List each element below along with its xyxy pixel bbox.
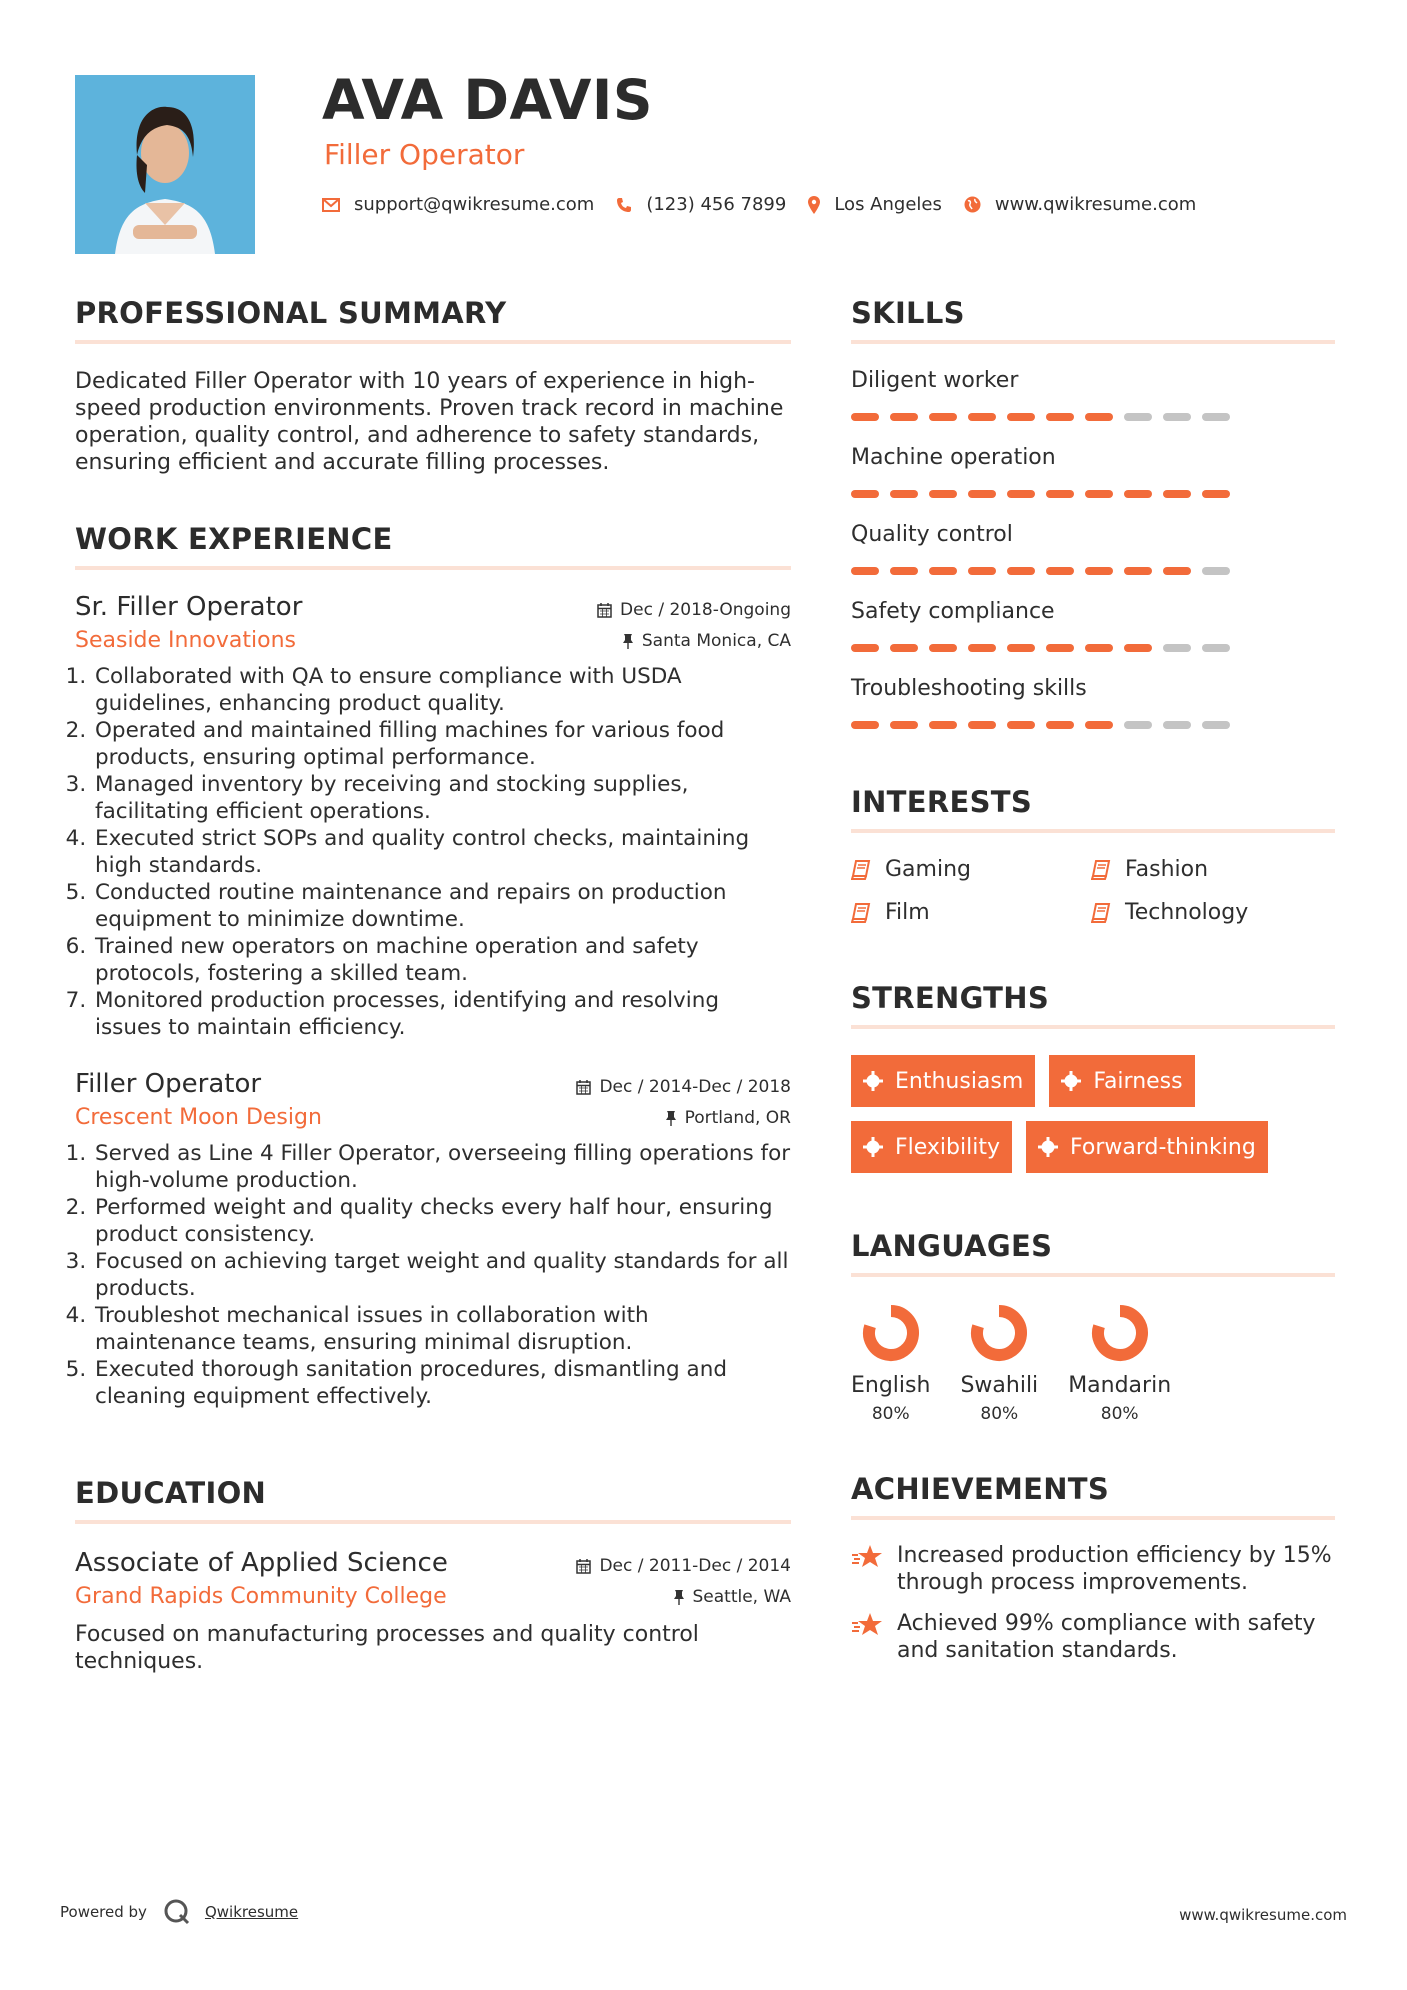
duties-list: [75, 1140, 791, 1410]
list-item: 4. Executed strict SOPs and quality control checks, maintaining high standards.: [93, 825, 791, 879]
experience-heading: WORK EXPERIENCE: [75, 522, 791, 570]
skill-level-segment: [1202, 567, 1230, 575]
skill-level-segment: [1163, 567, 1191, 575]
strength-tag: [851, 1055, 1035, 1107]
list-item: 5. Conducted routine maintenance and repairs on production equipment to minimize downtime.: [93, 879, 791, 933]
interests-heading: INTERESTS: [851, 785, 1335, 833]
language-percent: 80%: [871, 1404, 910, 1424]
education-dates: [576, 1556, 791, 1576]
job-dates: [576, 1077, 791, 1097]
skill-level-segment: [1124, 490, 1152, 498]
language-ring: [861, 1303, 921, 1363]
strength-tag: [1049, 1055, 1194, 1107]
skill-item: [851, 599, 1335, 652]
list-item: 1. Served as Line 4 Filler Operator, overseeing filling operations for high-volume production.: [93, 1140, 791, 1194]
skill-level-segment: [968, 413, 996, 421]
skill-level-segment: [968, 644, 996, 652]
contact-location: [808, 194, 942, 215]
profile-photo: [75, 75, 255, 254]
skills-heading: SKILLS: [851, 296, 1335, 344]
language-name: English: [851, 1373, 931, 1398]
skill-item: [851, 368, 1335, 421]
phone-icon: [616, 197, 632, 213]
list-item: 2. Operated and maintained filling machines for various food products, ensuring optimal performance.: [93, 717, 791, 771]
skill-level-segment: [1163, 413, 1191, 421]
skill-level-segment: [1202, 490, 1230, 498]
achievements-heading: ACHIEVEMENTS: [851, 1472, 1335, 1520]
skill-level-segment: [890, 567, 918, 575]
book-icon: [851, 903, 871, 923]
strengths-heading: STRENGTHS: [851, 981, 1335, 1029]
strength-tag: [851, 1121, 1012, 1173]
pin-icon: [622, 633, 634, 649]
list-item: 3. Managed inventory by receiving and stocking supplies, facilitating efficient operations.: [93, 771, 791, 825]
star-icon: [851, 1612, 883, 1638]
job-entry: [75, 1069, 791, 1410]
skill-level-segment: [1202, 644, 1230, 652]
map-pin-icon: [808, 196, 820, 214]
skill-level-segment: [929, 567, 957, 575]
language-ring-arc: [1098, 1311, 1142, 1355]
skill-level-segment: [1085, 567, 1113, 575]
education-entry: [75, 1548, 791, 1675]
skill-level-segment: [929, 644, 957, 652]
skill-name: Quality control: [851, 522, 1013, 547]
education-dates-text: Dec / 2011-Dec / 2014: [599, 1556, 791, 1576]
left-column: [75, 296, 791, 1675]
skill-level-bar: [851, 567, 1335, 575]
languages-heading: LANGUAGES: [851, 1229, 1335, 1277]
achievement-text: Achieved 99% compliance with safety and sanitation standards.: [897, 1611, 1316, 1663]
skill-level-segment: [851, 567, 879, 575]
phone-text: (123) 456 7899: [646, 194, 787, 215]
star-icon: [851, 1544, 883, 1570]
achievement-text: Increased production efficiency by 15% through process improvements.: [897, 1543, 1332, 1595]
language-item: [960, 1303, 1038, 1424]
interest-item: [851, 857, 1091, 882]
language-ring: [969, 1303, 1029, 1363]
interest-item: [1091, 857, 1331, 882]
skill-level-segment: [929, 413, 957, 421]
skill-level-segment: [1085, 490, 1113, 498]
skill-name: Machine operation: [851, 445, 1056, 470]
skill-level-segment: [1163, 721, 1191, 729]
strength-label: Enthusiasm: [895, 1068, 1024, 1094]
skill-level-segment: [1007, 413, 1035, 421]
skill-level-segment: [1007, 644, 1035, 652]
list-item: 2. Performed weight and quality checks every half hour, ensuring product consistency.: [93, 1194, 791, 1248]
job-dates-text: Dec / 2018-Ongoing: [620, 600, 791, 620]
pin-icon: [665, 1110, 677, 1126]
location-text: Los Angeles: [834, 194, 942, 215]
email-icon: [322, 198, 340, 212]
book-icon: [1091, 860, 1111, 880]
list-item: 6. Trained new operators on machine operation and safety protocols, fostering a skilled team.: [93, 933, 791, 987]
interest-label: Technology: [1125, 900, 1249, 925]
candidate-title: Filler Operator: [324, 138, 525, 171]
language-ring-arc: [869, 1311, 913, 1355]
badge-icon: [1038, 1137, 1058, 1157]
candidate-name: AVA DAVIS: [322, 68, 654, 132]
job-location: [665, 1108, 791, 1128]
right-column: [851, 296, 1335, 1664]
skill-level-bar: [851, 490, 1335, 498]
skill-level-segment: [851, 721, 879, 729]
education-heading: EDUCATION: [75, 1476, 791, 1524]
skill-level-segment: [1085, 721, 1113, 729]
skill-level-segment: [1007, 721, 1035, 729]
achievement-item: [851, 1610, 1335, 1664]
education-location: [673, 1587, 792, 1607]
skill-name: Safety compliance: [851, 599, 1055, 624]
qwikresume-logo-icon: [163, 1898, 191, 1926]
skill-level-segment: [968, 567, 996, 575]
strengths-list: [851, 1055, 1331, 1187]
summary-heading: PROFESSIONAL SUMMARY: [75, 296, 791, 344]
skill-level-segment: [1163, 490, 1191, 498]
skill-level-bar: [851, 413, 1335, 421]
education-description: Focused on manufacturing processes and quality control techniques.: [75, 1622, 699, 1674]
calendar-icon: [597, 603, 612, 618]
skill-level-segment: [968, 490, 996, 498]
skill-level-segment: [851, 413, 879, 421]
skill-level-segment: [968, 721, 996, 729]
brand-link[interactable]: Qwikresume: [204, 1903, 299, 1921]
skill-level-segment: [890, 644, 918, 652]
job-location-text: Portland, OR: [684, 1107, 791, 1128]
skill-level-segment: [1085, 413, 1113, 421]
language-item: [1068, 1303, 1171, 1424]
job-dates: [597, 600, 791, 620]
contact-bar: [322, 194, 1218, 215]
language-ring-arc: [977, 1311, 1021, 1355]
language-name: Mandarin: [1068, 1373, 1172, 1398]
skill-level-segment: [1046, 644, 1074, 652]
powered-by-text: Powered by: [60, 1903, 147, 1921]
skill-level-segment: [1124, 567, 1152, 575]
skill-name: Troubleshooting skills: [851, 676, 1087, 701]
book-icon: [851, 860, 871, 880]
interest-item: [851, 900, 1091, 925]
list-item: 5. Executed thorough sanitation procedures, dismantling and cleaning equipment effectively.: [93, 1356, 791, 1410]
language-ring: [1090, 1303, 1150, 1363]
skill-level-segment: [1124, 721, 1152, 729]
footer-powered: [60, 1898, 298, 1926]
job-title: Sr. Filler Operator: [75, 592, 303, 622]
summary-text: Dedicated Filler Operator with 10 years of experience in high-speed production environments. Proven track record in machine operation, quality control, and adherence to safety standards, ensuring efficient and accurate filling processes.: [75, 369, 784, 475]
job-entry: [75, 592, 791, 1041]
skill-level-segment: [1007, 567, 1035, 575]
job-title: Filler Operator: [75, 1069, 262, 1099]
contact-phone[interactable]: [616, 194, 786, 215]
badge-icon: [863, 1137, 883, 1157]
skill-name: Diligent worker: [851, 368, 1019, 393]
job-dates-text: Dec / 2014-Dec / 2018: [599, 1077, 791, 1097]
skill-item: [851, 522, 1335, 575]
skill-level-segment: [929, 721, 957, 729]
skill-item: [851, 445, 1335, 498]
interest-label: Fashion: [1125, 857, 1209, 882]
skill-level-segment: [851, 490, 879, 498]
achievement-item: [851, 1542, 1335, 1596]
skill-level-segment: [851, 644, 879, 652]
list-item: 4. Troubleshot mechanical issues in collaboration with maintenance teams, ensuring minimal disruption.: [93, 1302, 791, 1356]
footer-site[interactable]: www.qwikresume.com: [1179, 1906, 1347, 1924]
skill-level-segment: [1163, 644, 1191, 652]
contact-website[interactable]: [964, 194, 1196, 215]
strength-label: Forward-thinking: [1070, 1134, 1256, 1160]
skill-level-segment: [1202, 721, 1230, 729]
skill-level-segment: [1085, 644, 1113, 652]
skill-level-segment: [1046, 721, 1074, 729]
website-text: www.qwikresume.com: [994, 194, 1197, 215]
skill-level-segment: [1046, 567, 1074, 575]
duties-list: [75, 663, 791, 1041]
calendar-icon: [576, 1080, 591, 1095]
interest-item: [1091, 900, 1331, 925]
skill-level-segment: [890, 490, 918, 498]
strength-label: Fairness: [1093, 1068, 1183, 1094]
company-name: Seaside Innovations: [75, 628, 296, 653]
globe-icon: [964, 196, 981, 213]
skill-level-segment: [929, 490, 957, 498]
skill-level-segment: [1007, 490, 1035, 498]
languages-list: [851, 1303, 1335, 1424]
school-name: Grand Rapids Community College: [75, 1584, 447, 1609]
skill-level-bar: [851, 721, 1335, 729]
list-item: 1. Collaborated with QA to ensure compliance with USDA guidelines, enhancing product quality.: [93, 663, 791, 717]
language-item: [851, 1303, 930, 1424]
language-name: Swahili: [960, 1373, 1039, 1398]
skills-list: [851, 368, 1335, 729]
skill-level-segment: [890, 413, 918, 421]
company-name: Crescent Moon Design: [75, 1105, 322, 1130]
skill-level-segment: [1124, 644, 1152, 652]
list-item: 7. Monitored production processes, identifying and resolving issues to maintain efficiency.: [93, 987, 791, 1041]
skill-level-segment: [1046, 413, 1074, 421]
skill-level-segment: [1202, 413, 1230, 421]
degree-title: Associate of Applied Science: [75, 1548, 448, 1578]
language-percent: 80%: [980, 1404, 1019, 1424]
email-text: support@qwikresume.com: [354, 194, 595, 215]
interest-label: Film: [885, 900, 930, 925]
contact-email[interactable]: [322, 194, 594, 215]
skill-level-segment: [1124, 413, 1152, 421]
education-location-text: Seattle, WA: [692, 1586, 791, 1607]
badge-icon: [1061, 1071, 1081, 1091]
skill-level-segment: [1046, 490, 1074, 498]
skill-level-bar: [851, 644, 1335, 652]
language-percent: 80%: [1100, 1404, 1139, 1424]
skill-item: [851, 676, 1335, 729]
badge-icon: [863, 1071, 883, 1091]
calendar-icon: [576, 1559, 591, 1574]
skill-level-segment: [890, 721, 918, 729]
book-icon: [1091, 903, 1111, 923]
interests-list: [851, 857, 1335, 925]
interest-label: Gaming: [885, 857, 971, 882]
job-location: [622, 631, 791, 651]
pin-icon: [673, 1589, 685, 1605]
strength-tag: [1026, 1121, 1268, 1173]
list-item: 3. Focused on achieving target weight and quality standards for all products.: [93, 1248, 791, 1302]
strength-label: Flexibility: [895, 1134, 1000, 1160]
job-location-text: Santa Monica, CA: [641, 630, 791, 651]
